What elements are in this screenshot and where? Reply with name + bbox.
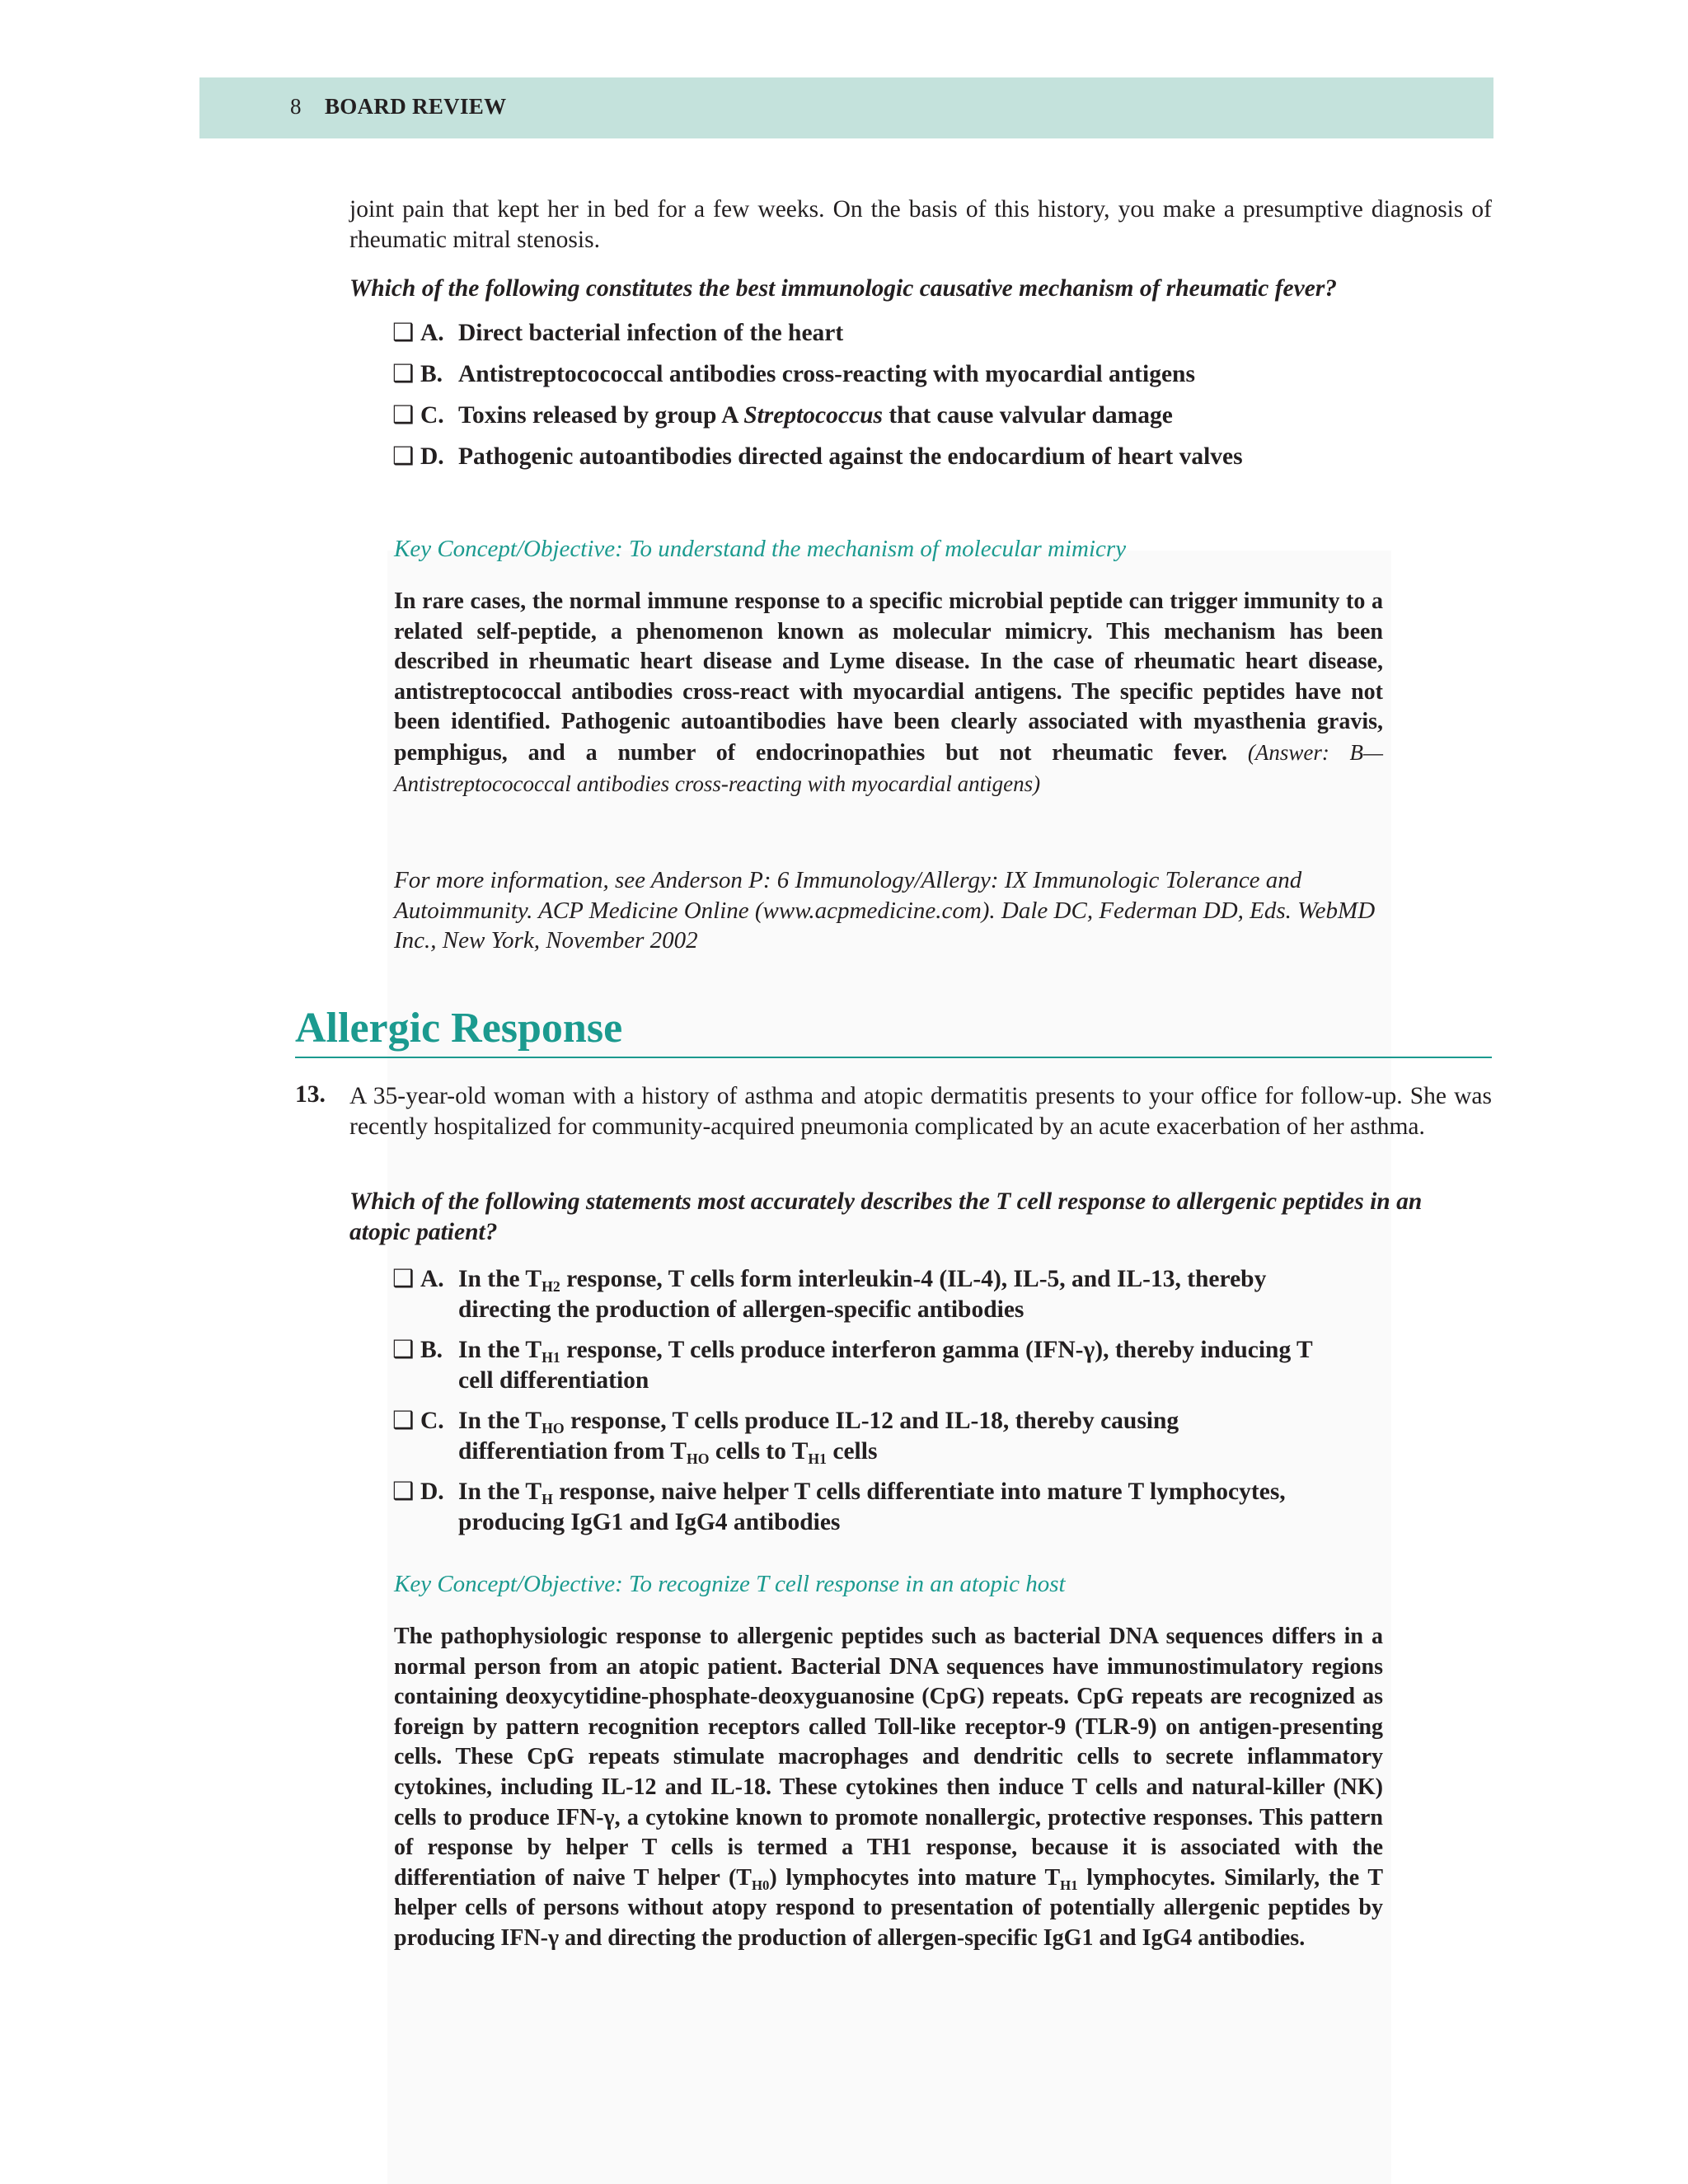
organism-name: Streptococcus	[743, 402, 883, 429]
option-text: In the $T_{HO}$ response, T cells produce IL-12 and IL-18, thereby causing differentiation from $T_{HO}$ cells to $T_{H1}$ cells	[458, 1408, 1179, 1467]
option-text: In the $T_{H1}$ response, T cells produce interferon gamma (IFN-γ), thereby inducing T cell differentiation	[458, 1337, 1313, 1394]
checkbox-icon[interactable]: ❑	[392, 1479, 415, 1505]
checkbox-icon[interactable]: ❑	[392, 402, 415, 429]
checkbox-icon[interactable]: ❑	[392, 1337, 415, 1363]
checkbox-icon[interactable]: ❑	[392, 1408, 415, 1434]
option-text: In the $T_{H2}$ response, T cells form interleukin-4 (IL-4), IL-5, and IL-13, thereby directing the production of allergen-specific antibodies	[458, 1266, 1267, 1323]
q12-stem-continuation: joint pain that kept her in bed for a few weeks. On the basis of this history, you make a presumptive diagnosis of rheumatic mitral stenosis.	[349, 196, 1492, 253]
page-number: 8	[290, 94, 302, 119]
q12-question: Which of the following constitutes the best immunologic causative mechanism of rheumatic fever?	[349, 275, 1338, 302]
checkbox-icon[interactable]: ❑	[392, 443, 415, 470]
option-letter: D.	[420, 443, 444, 470]
option-text: Direct bacterial infection of the heart	[458, 320, 844, 346]
q13-question: Which of the following statements most accurately describes the T cell response to allergenic peptides in an atopic patient?	[349, 1188, 1423, 1245]
q12-answer: (Answer: B—Antistreptocococcal antibodies cross-reacting with myocardial antigens)	[394, 739, 1384, 796]
section-title: Allergic Response	[295, 1005, 623, 1052]
checkbox-icon[interactable]: ❑	[392, 361, 415, 387]
running-title: BOARD REVIEW	[325, 94, 507, 119]
q12-key-concept: Key Concept/Objective: To understand the mechanism of molecular mimicry	[394, 536, 1127, 562]
option-text: Toxins released by group A Streptococcus that cause valvular damage	[458, 402, 1173, 429]
section-divider	[295, 1057, 1492, 1058]
option-letter: D.	[420, 1479, 444, 1505]
option-letter: C.	[420, 1408, 444, 1434]
running-header	[199, 77, 1493, 138]
option-text: Pathogenic autoantibodies directed against the endocardium of heart valves	[458, 443, 1243, 470]
q13-number: 13.	[295, 1081, 326, 1108]
q13-explanation: The pathophysiologic response to allergenic peptides such as bacterial DNA sequences differs in a normal person from an atopic patient. Bacterial DNA sequences have immunostimulatory regions containing deoxycytidine-phosphate-deoxyguanosine (CpG) repeats. CpG repeats are recognized as foreign by pattern recognition receptors called Toll-like receptor-9 (TLR-9) on antigen-presenting cells. These CpG repeats stimulate macrophages and dendritic cells to secrete inflammatory cytokines, including IL-12 and IL-18. These cytokines then induce T cells and natural-killer (NK) cells to produce IFN-γ, a cytokine known to promote nonallergic, protective responses. This pattern of response by helper T cells is termed a TH1 response, because it is associated with the differentiation of naive T helper $(T_{H0})$ lymphocytes into mature $T_{H1}$ lymphocytes. Similarly, the T helper cells of persons without atopy respond to presentation of potentially allergenic peptides by producing IFN-γ and directing the production of allergen-specific IgG1 and IgG4 antibodies.	[394, 1624, 1383, 1951]
q12-reference: For more information, see Anderson P: 6 Immunology/Allergy: IX Immunologic Tolerance and Autoimmunity. ACP Medicine Online (www.acpmedicine.com). Dale DC, Federman DD, Eds. WebMD Inc., New York, November 2002	[394, 867, 1376, 954]
option-letter: A.	[420, 320, 444, 346]
option-text: Antistreptocococcal antibodies cross-reacting with myocardial antigens	[458, 361, 1195, 387]
option-text: In the $T_H$ response, naive helper T cells differentiate into mature T lymphocytes, producing IgG1 and IgG4 antibodies	[458, 1479, 1286, 1535]
q13-stem: A 35-year-old woman with a history of asthma and atopic dermatitis presents to your office for follow-up. She was recently hospitalized for community-acquired pneumonia complicated by an acute exacerbation of her asthma.	[349, 1083, 1492, 1140]
option-letter: B.	[420, 1337, 443, 1363]
option-letter: B.	[420, 361, 443, 387]
q12-explanation: In rare cases, the normal immune response to a specific microbial peptide can trigger immunity to a related self-peptide, a phenomenon known as molecular mimicry. This mechanism has been described in rheumatic heart disease and Lyme disease. In the case of rheumatic heart disease, antistreptococcal antibodies cross-react with myocardial antigens. The specific peptides have not been identified. Pathogenic autoantibodies have been clearly associated with myasthenia gravis, pemphigus, and a number of endocrinopathies but not rheumatic fever. (Answer: B—Antistreptocococcal antibodies cross-reacting with myocardial antigens)	[394, 588, 1384, 796]
checkbox-icon[interactable]: ❑	[392, 1266, 415, 1292]
option-letter: C.	[420, 402, 444, 429]
checkbox-icon[interactable]: ❑	[392, 320, 415, 346]
option-letter: A.	[420, 1266, 444, 1292]
q13-key-concept: Key Concept/Objective: To recognize T cell response in an atopic host	[394, 1571, 1066, 1597]
